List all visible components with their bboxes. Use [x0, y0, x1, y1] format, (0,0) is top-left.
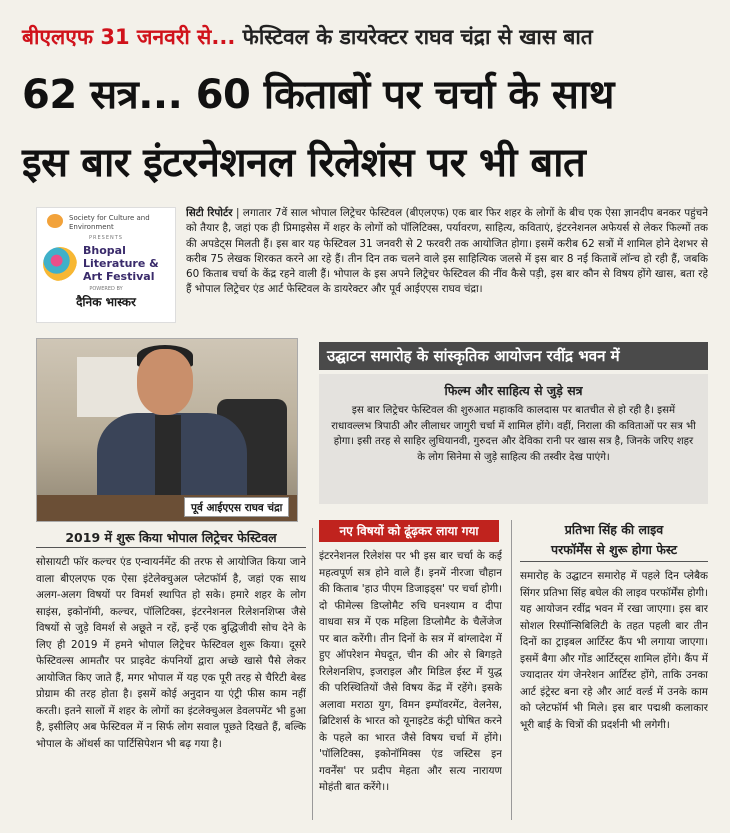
- photo-caption: पूर्व आईएएस राघव चंद्रा: [184, 497, 289, 517]
- box-title: फिल्म और साहित्य से जुड़े सत्र: [444, 383, 583, 398]
- sponsor-logo: दैनिक भास्कर: [76, 295, 136, 309]
- kicker-line: [22, 14, 712, 60]
- tree-logo-icon: [43, 247, 77, 281]
- box-text: इस बार लिट्रेचर फेस्टिवल की शुरुआत महाकवि कालदास पर बातचीत से हो रही है। इसमें राधावल्लभ त्रिपाठी और लीलाधर जागुरी चर्चा में शामिल होंगे। वहीं, निराला की कविताओं पर सत्र भी होगा। इसी तरह से साहिर लुधियानवी, गुरुदत्त और देविका रानी पर खास सत्र है, जिनके जरिए शहर के लोग सिनेमा से जुड़े साहित्य की तस्वीर देख पाएंगे।: [331, 405, 696, 463]
- society-logo-text: Society for Culture and Environment: [43, 214, 169, 232]
- logo-title: [83, 244, 159, 283]
- column-3-heading-line: प्रतिभा सिंह की लाइव: [564, 522, 664, 537]
- intro-paragraph: [186, 206, 708, 332]
- column-1-text: सोसायटी फॉर कल्चर एंड एन्वायर्नमेंट की तरफ से आयोजित किया जाने वाला बीएलएफ एक ऐसा इंटेलेक्चुअल प्लेटफॉर्म है, जहां एक साथ अलग-अलग विषयों पर विमर्श स्थापित हो सके। हमारे शहर के लोग साइंस, इकोनॉमी, कल्चर, पॉलिटिक्स, इंटरनेशनल रिलेशनशिप्स जैसे विषयों से जुड़े विमर्श से अछूते न रहें, इन्हें एक बुद्धिजीवी सोच देने के लिए ही 2019 में हमने भोपाल लिट्रेचर फेस्टिवल शुरू किया। दूसरे फेस्टिवल्स आमतौर पर प्राइवेट कंपनियों द्वारा अच्छे खासे पैसे लेकर आयोजित किए जाते हैं, मगर भोपाल में यह एक पूरी तरह से चैरिटी बेस्ड प्रोग्राम की तरह होता है। इसमें कोई अनुदान या एंट्री फीस काम नहीं करती। इतने सालों में शहर के लोगों का इंटलेक्चुअल डेवलपमेंट भी हुआ है, इसीलिए अब फेस्टिवल में न सिर्फ लोग सवाल पूछते दिखते हैं, बल्कि भोपाल के ऑथर्स का पार्टिसिपेशन भी बढ़ गया है।: [36, 556, 306, 750]
- box-header: उद्घाटन समारोह के सांस्कृतिक आयोजन रवींद्र भवन में: [319, 342, 708, 370]
- column-divider: [511, 520, 512, 820]
- headline-line-1: 62 सत्र... 60 किताबों पर चर्चा के साथ: [22, 72, 614, 118]
- logo-presents: PRESENTS: [89, 235, 123, 241]
- intro-text: | लगातार 7वें साल भोपाल लिट्रेचर फेस्टिवल (बीएलएफ) एक बार फिर शहर के लोगों के बीच एक ऐसा ज्ञानदीप बनकर पहुंचने को तैयार है, जहां एक ही प्रिमाइसेस में शहर के लोगों को पॉलिटिक्स, पर्यावरण, साहित्य, कविताएं, इंटरनेशनल अफेयर्स से लेकर फिल्मों तक की अपडेट्स मिलती हैं। इस बार यह फेस्टिवल 31 जनवरी से 2 फरवरी तक आयोजित होगा। इसमें करीब 62 सत्रों में शामिल होने देशभर से करीब 75 लेखक शिरकत करने आ रहे हैं। तीन दिन तक चलने वाले इस साहित्यिक जलसे में इस बार 8 नई किताबें लॉन्च हो रही हैं, जबकि 60 किताब चर्चा के केंद्र रहने वाली हैं। भोपाल के इस अपने लिट्रेचर फेस्टिवल की नींव कैसे पड़ी, इस बार कौन से विषय होंगे खास, बता रहे हैं भोपाल लिट्रेचर एंड आर्ट फेस्टिवल के डायरेक्टर और पूर्व आईएएस राघव चंद्रा।: [186, 207, 708, 296]
- column-1-heading: 2019 में शुरू किया भोपाल लिट्रेचर फेस्टिवल: [36, 528, 306, 548]
- column-2-heading: नए विषयों को ढूंढ़कर लाया गया: [319, 520, 499, 542]
- headline-line-2: इस बार इंटरनेशनल रिलेशंस पर भी बात: [22, 140, 586, 186]
- festival-logo: [36, 207, 176, 323]
- kicker-dark: फेस्टिवल के डायरेक्टर राघव चंद्रा से खास बात: [242, 25, 593, 49]
- logo-title-line: Literature &: [83, 257, 159, 270]
- logo-main: [43, 244, 169, 283]
- info-box: [319, 374, 708, 504]
- portrait-photo: [36, 338, 298, 522]
- column-divider: [312, 528, 313, 820]
- column-2-text: इंटरनेशनल रिलेशंस पर भी इस बार चर्चा के कई महत्वपूर्ण सत्र होने वाले हैं। इनमें नीरजा चौहान की किताब 'हाउ पीएम डिजाइड्स' पर चर्चा होगी। दो फीमेल्स डिप्लोमैट रुचि घनश्याम व दीपा वाधवा सत्र में एक महिला डिप्लोमैट के चैलेंजेज पर बात करेंगी। तीन दिनों के सत्र में बांग्लादेश में हुए ऑपरेशन मेघदूत, चीन की ओर से बिगड़ते रिलेशनशिप, इजराइल और मिडिल ईस्ट में युद्ध की परिस्थितियों जैसे विषय केंद्र में रहेंगे। इसके अलावा मराठा युग, विमन इम्पॉवरमेंट, वेलनेस, ब्रिटिशर्स के भारत को यूनाइटेड कंट्री घोषित करने के पहले का भारत जैसे विषय चर्चा में होंगे। 'पॉलिटिक्स, इकोनॉमिक्स एंड जस्टिस इन गवर्नेंस' पर प्रदीप मेहता और सत्य नारायण मोहंती बात करेंगे।।: [319, 550, 502, 793]
- logo-title-line: Bhopal: [83, 244, 126, 257]
- logo-powered: POWERED BY: [89, 286, 123, 292]
- column-3-text: समारोह के उद्घाटन समारोह में पहले दिन प्लेबैक सिंगर प्रतिभा सिंह बघेल की लाइव परफॉर्मेंस होगी। यह आयोजन रवींद्र भवन में रखा जाएगा। इस बार सोशल रिस्पॉन्सिबिलिटी के तहत पहली बार तीन दिनों का ट्राइबल आर्टिस्ट कैंप भी लगाया जाएगा। इसमें बैगा और गोंड आर्टिस्ट्स शामिल होंगे। कैंप में ज्यादातर यंग जेनरेशन आर्टिस्ट होंगे, ताकि उनका आर्ट इंट्रेस्ट बना रहे और आर्ट वर्ल्ड में उनके काम को प्लेटफॉर्म भी मिले। इस बार पद्मश्री कलाकार भूरी बाई के चित्रों की प्रदर्शनी भी लगेगी।: [520, 570, 708, 731]
- photo-shirt: [155, 415, 181, 495]
- logo-title-line: Art Festival: [83, 270, 155, 283]
- column-3-heading-line: परफॉर्मेंस से शुरू होगा फेस्ट: [550, 542, 678, 557]
- byline: सिटी रिपोर्टर: [186, 207, 233, 219]
- kicker-red: बीएलएफ 31 जनवरी से...: [22, 25, 236, 49]
- column-3-heading: [520, 520, 708, 562]
- photo-head: [137, 349, 193, 415]
